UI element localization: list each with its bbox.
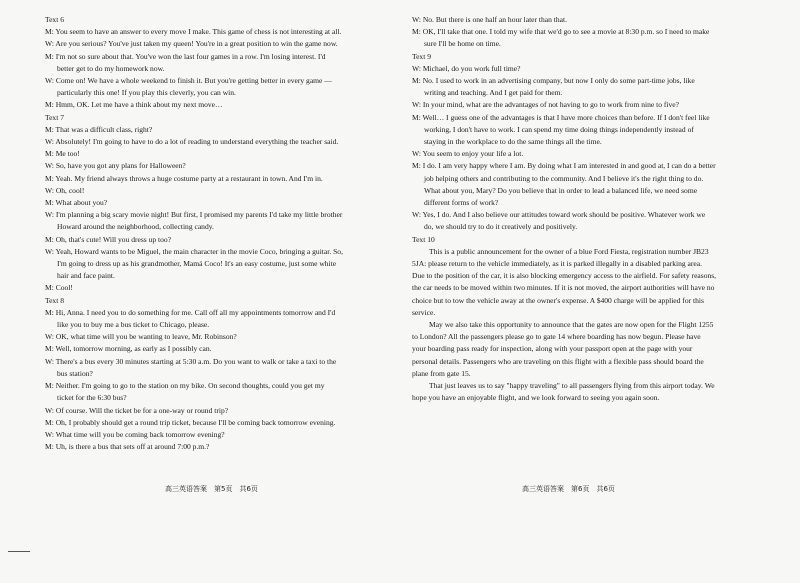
transcript-line: W: There's a bus every 30 minutes starting at 5:30 a.m. Do you want to walk or take a taxi to the [45,356,337,366]
transcript-line: What about you, Mary? Do you believe that in order to lead a balanced life, we need some [424,185,698,195]
left-column [45,14,371,453]
announcement-line: choice but to tow the vehicle away at the owner's expense. A $400 charge will be applied for this [412,295,704,305]
transcript-line: staying in the workplace to do the same things all the time. [424,137,602,147]
transcript-line: W: Absolutely! I'm going to have to do a lot of reading to understand everything the teacher said. [45,137,339,147]
transcript-line: W: I'm planning a big scary movie night! But first, I promised my parents I'd take my little brother [45,210,343,220]
transcript-line: bus station? [57,368,93,378]
transcript-line: W: No. But there is one half an hour later than that. [412,15,568,24]
transcript-line: M: Well… I guess one of the advantages is that I have more choices than before. If I don't feel like [412,112,710,122]
transcript-line: W: What time will you be coming back tomorrow evening? [45,429,225,439]
transcript-line: M: Hi, Anna. I need you to do something for me. Call off all my appointments tomorrow and I'd [45,307,336,317]
transcript-line: like you to buy me a bus ticket to Chicago, please. [57,320,210,330]
transcript-line: Howard around the neighborhood, collecting candy. [57,222,214,232]
transcript-line: Text 10 [412,234,435,244]
transcript-line: job helping others and contributing to the community. And I believe it's the right thing to do. [424,173,704,183]
transcript-line: M: I'm not so sure about that. You've won the last four games in a row. I'm losing interest. I'd [45,51,326,61]
transcript-line: I'm going to dress up as his grandmother, Mamá Coco! It's an easy costume, just some white [57,259,337,269]
transcript-line: W: Yes, I do. And I also believe our attitudes toward work should be positive. Whatever work we [412,210,706,220]
transcript-line: writing and teaching. And I get paid for them. [424,88,563,98]
transcript-line: different forms of work? [424,198,499,208]
page-footer-right: 高三英语答案 第6页 共6页 [522,485,615,493]
transcript-line: W: In your mind, what are the advantages of not having to go to work from nine to five? [412,100,679,110]
transcript-line: working, I don't have to work. I can spend my time doing things independently instead of [424,124,694,134]
transcript-line: W: Of course. Will the ticket be for a one-way or round trip? [45,405,229,415]
transcript-line: M: You seem to have an answer to every move I make. This game of chess is not interesting at all. [45,27,342,37]
announcement-line: Due to the position of the car, it is also blocking emergency access to the airfield. For safety reasons, [412,271,717,281]
right-column [412,14,744,405]
announcement-line: personal details. Passengers who are traveling on this flight with a flexible pass should board the [412,356,704,366]
scan-mark [8,551,30,552]
transcript-line: M: OK, I'll take that one. I told my wife that we'd go to see a movie at 8:30 p.m. so I need to make [412,27,710,37]
announcement-line: 5JA: please return to the vehicle immediately, as it is parked illegally in a disabled parking area. [412,259,702,269]
announcement-line: hope you have an enjoyable flight, and we look forward to seeing you again soon. [412,393,660,403]
transcript-line: M: Cool! [45,283,73,293]
transcript-line: M: What about you? [45,198,108,208]
announcement-line: plane from gate 15. [412,368,471,378]
transcript-line: W: OK, what time will you be wanting to leave, Mr. Robinson? [45,332,237,342]
transcript-line: M: No. I used to work in an advertising company, but now I only do some part-time jobs, like [412,76,695,86]
transcript-line: M: I do. I am very happy where I am. By doing what I am interested in and good at, I can do a better [412,161,716,171]
transcript-line: M: Oh, that's cute! Will you dress up too? [45,234,172,244]
transcript-line: do, we should try to do it creatively and positively. [424,222,578,232]
transcript-line: Text 6 [45,15,64,24]
transcript-line: Text 8 [45,295,64,305]
announcement-line: That just leaves us to say "happy traveling" to all passengers flying from this airport today. We [429,381,715,391]
transcript-line: W: Michael, do you work full time? [412,63,521,73]
transcript-line: M: Neither. I'm going to go to the station on my bike. On second thoughts, could you get my [45,381,325,391]
transcript-line: hair and face paint. [57,271,115,281]
transcript-line: better get to do my homework now. [57,63,165,73]
announcement-line: service. [412,307,436,317]
transcript-line: M: Me too! [45,149,80,159]
transcript-line: sure I'll be home on time. [424,39,501,49]
transcript-line: M: Well, tomorrow morning, as early as I possibly can. [45,344,212,354]
transcript-line: W: You seem to enjoy your life a lot. [412,149,524,159]
transcript-line: M: Uh, is there a bus that sets off at around 7:00 p.m.? [45,442,210,452]
transcript-line: Text 9 [412,51,431,61]
announcement-line: This is a public announcement for the owner of a blue Ford Fiesta, registration number JB23 [429,246,709,256]
transcript-line: W: Are you serious? You've just taken my queen! You're in a great position to win the game now. [45,39,338,49]
transcript-line: W: Oh, cool! [45,185,85,195]
transcript-line: M: Oh, I probably should get a round trip ticket, because I'll be coming back tomorrow evening. [45,417,336,427]
transcript-line: W: So, have you got any plans for Halloween? [45,161,186,171]
transcript-line: W: Yeah, Howard wants to be Miguel, the main character in the movie Coco, bringing a guitar. So, [45,246,343,256]
transcript-line: M: Yeah. My friend always throws a huge costume party at a restaurant in town. And I'm in. [45,173,323,183]
transcript-line: M: That was a difficult class, right? [45,124,153,134]
transcript-line: particularly this one! If you play this cleverly, you can win. [57,88,236,98]
page-footer-left: 高三英语答案 第5页 共6页 [165,485,258,493]
transcript-line: Text 7 [45,112,64,122]
announcement-line: to London? All the passengers please go to gate 14 where boarding has now begun. Please have [412,332,701,342]
announcement-line: May we also take this opportunity to announce that the gates are now open for the Flight 1255 [429,320,714,330]
transcript-line: M: Hmm, OK. Let me have a think about my next move… [45,100,223,110]
transcript-line: ticket for the 6:30 bus? [57,393,127,403]
announcement-line: the car needs to be moved within two minutes. If it is not moved, the airport authorities will have no [412,283,715,293]
announcement-line: your boarding pass ready for inspection, along with your passport open at the page with your [412,344,693,354]
transcript-line: W: Come on! We have a whole weekend to finish it. But you're getting better in every game — [45,76,332,86]
